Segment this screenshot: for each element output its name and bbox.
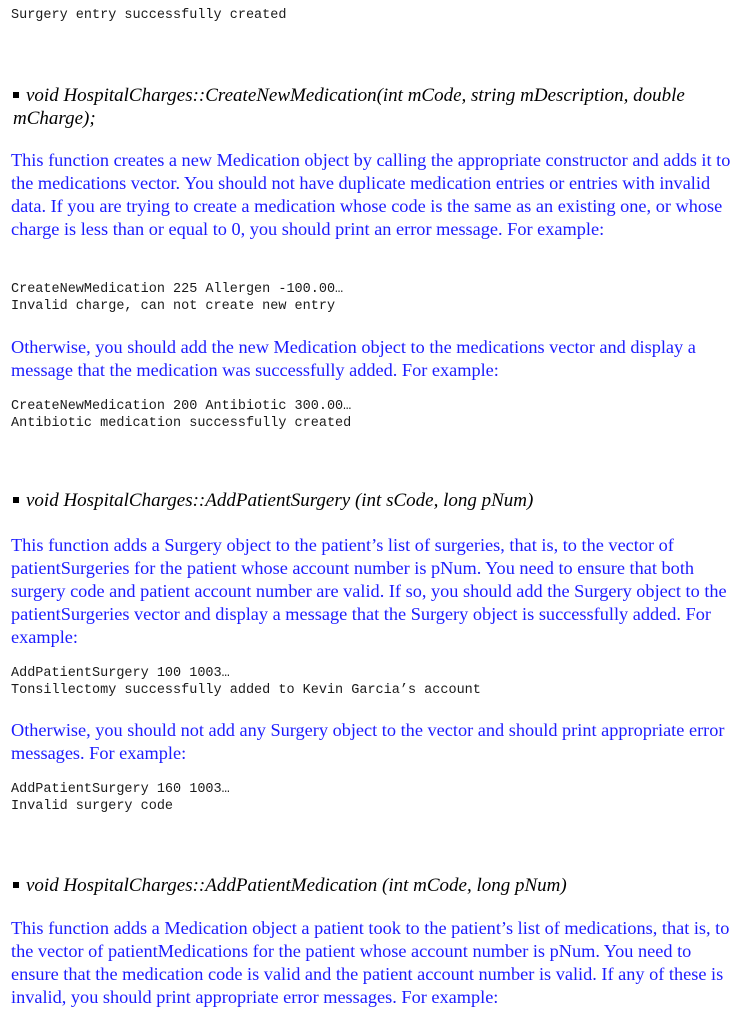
signature-text: void HospitalCharges::AddPatientMedication (int mCode, long pNum) [26,875,567,896]
signature-text: void HospitalCharges::CreateNewMedication(int mCode, string mDescription, double mCharge); [13,85,685,129]
code-line: AddPatientSurgery 160 1003… [11,782,230,797]
code-line: Tonsillectomy successfully added to Kevin Garcia’s account [11,683,481,698]
code-line: CreateNewMedication 200 Antibiotic 300.00… [11,399,352,414]
function-signature-create-new-medication [13,84,738,130]
description-add-patient-surgery: This function adds a Surgery object to the patient’s list of surgeries, that is, to the vector of patientSurgeries for the patient whose account number is pNum. You need to ensure that both surgery code and patient account number are valid. If so, you should add the Surgery object to the patientSurgeries vector and display a message that the Surgery object is successfully added. For example: [11,535,727,648]
code-line: Antibiotic medication successfully created [11,416,352,431]
error-text-add-patient-surgery: Otherwise, you should not add any Surgery object to the vector and should print appropriate error messages. For example: [11,720,725,764]
bullet-icon [13,882,19,888]
code-line: Invalid surgery code [11,799,174,814]
success-text-create-new-medication: Otherwise, you should add the new Medication object to the medications vector and display a message that the medication was successfully added. For example: [11,337,696,381]
function-signature-add-patient-surgery [13,489,738,512]
success-example-code [11,665,481,699]
bullet-icon [13,497,19,503]
function-signature-add-patient-medication [13,874,738,897]
error-example-code [11,781,230,815]
bullet-icon [13,92,19,98]
error-example-code [11,281,343,315]
signature-text: void HospitalCharges::AddPatientSurgery (int sCode, long pNum) [26,490,534,511]
description-create-new-medication: This function creates a new Medication object by calling the appropriate constructor and adds it to the medications vector. You should not have duplicate medication entries or entries with invalid data. If you are trying to create a medication whose code is the same as an existing one, or whose charge is less than or equal to 0, you should print an error message. For example: [11,150,731,240]
code-line: Invalid charge, can not create new entry [11,299,336,314]
code-line: CreateNewMedication 225 Allergen -100.00… [11,282,344,297]
success-example-code [11,398,351,432]
code-line: Surgery entry successfully created [11,8,287,23]
description-add-patient-medication: This function adds a Medication object a patient took to the patient’s list of medications, that is, to the vector of patientMedications for the patient whose account number is pNum. You need to ensure that the medication code is valid and the patient account number is valid. If any of these is invalid, you should print appropriate error messages. For example: [11,918,730,1008]
intro-output-block [11,7,286,24]
code-line: AddPatientSurgery 100 1003… [11,666,230,681]
